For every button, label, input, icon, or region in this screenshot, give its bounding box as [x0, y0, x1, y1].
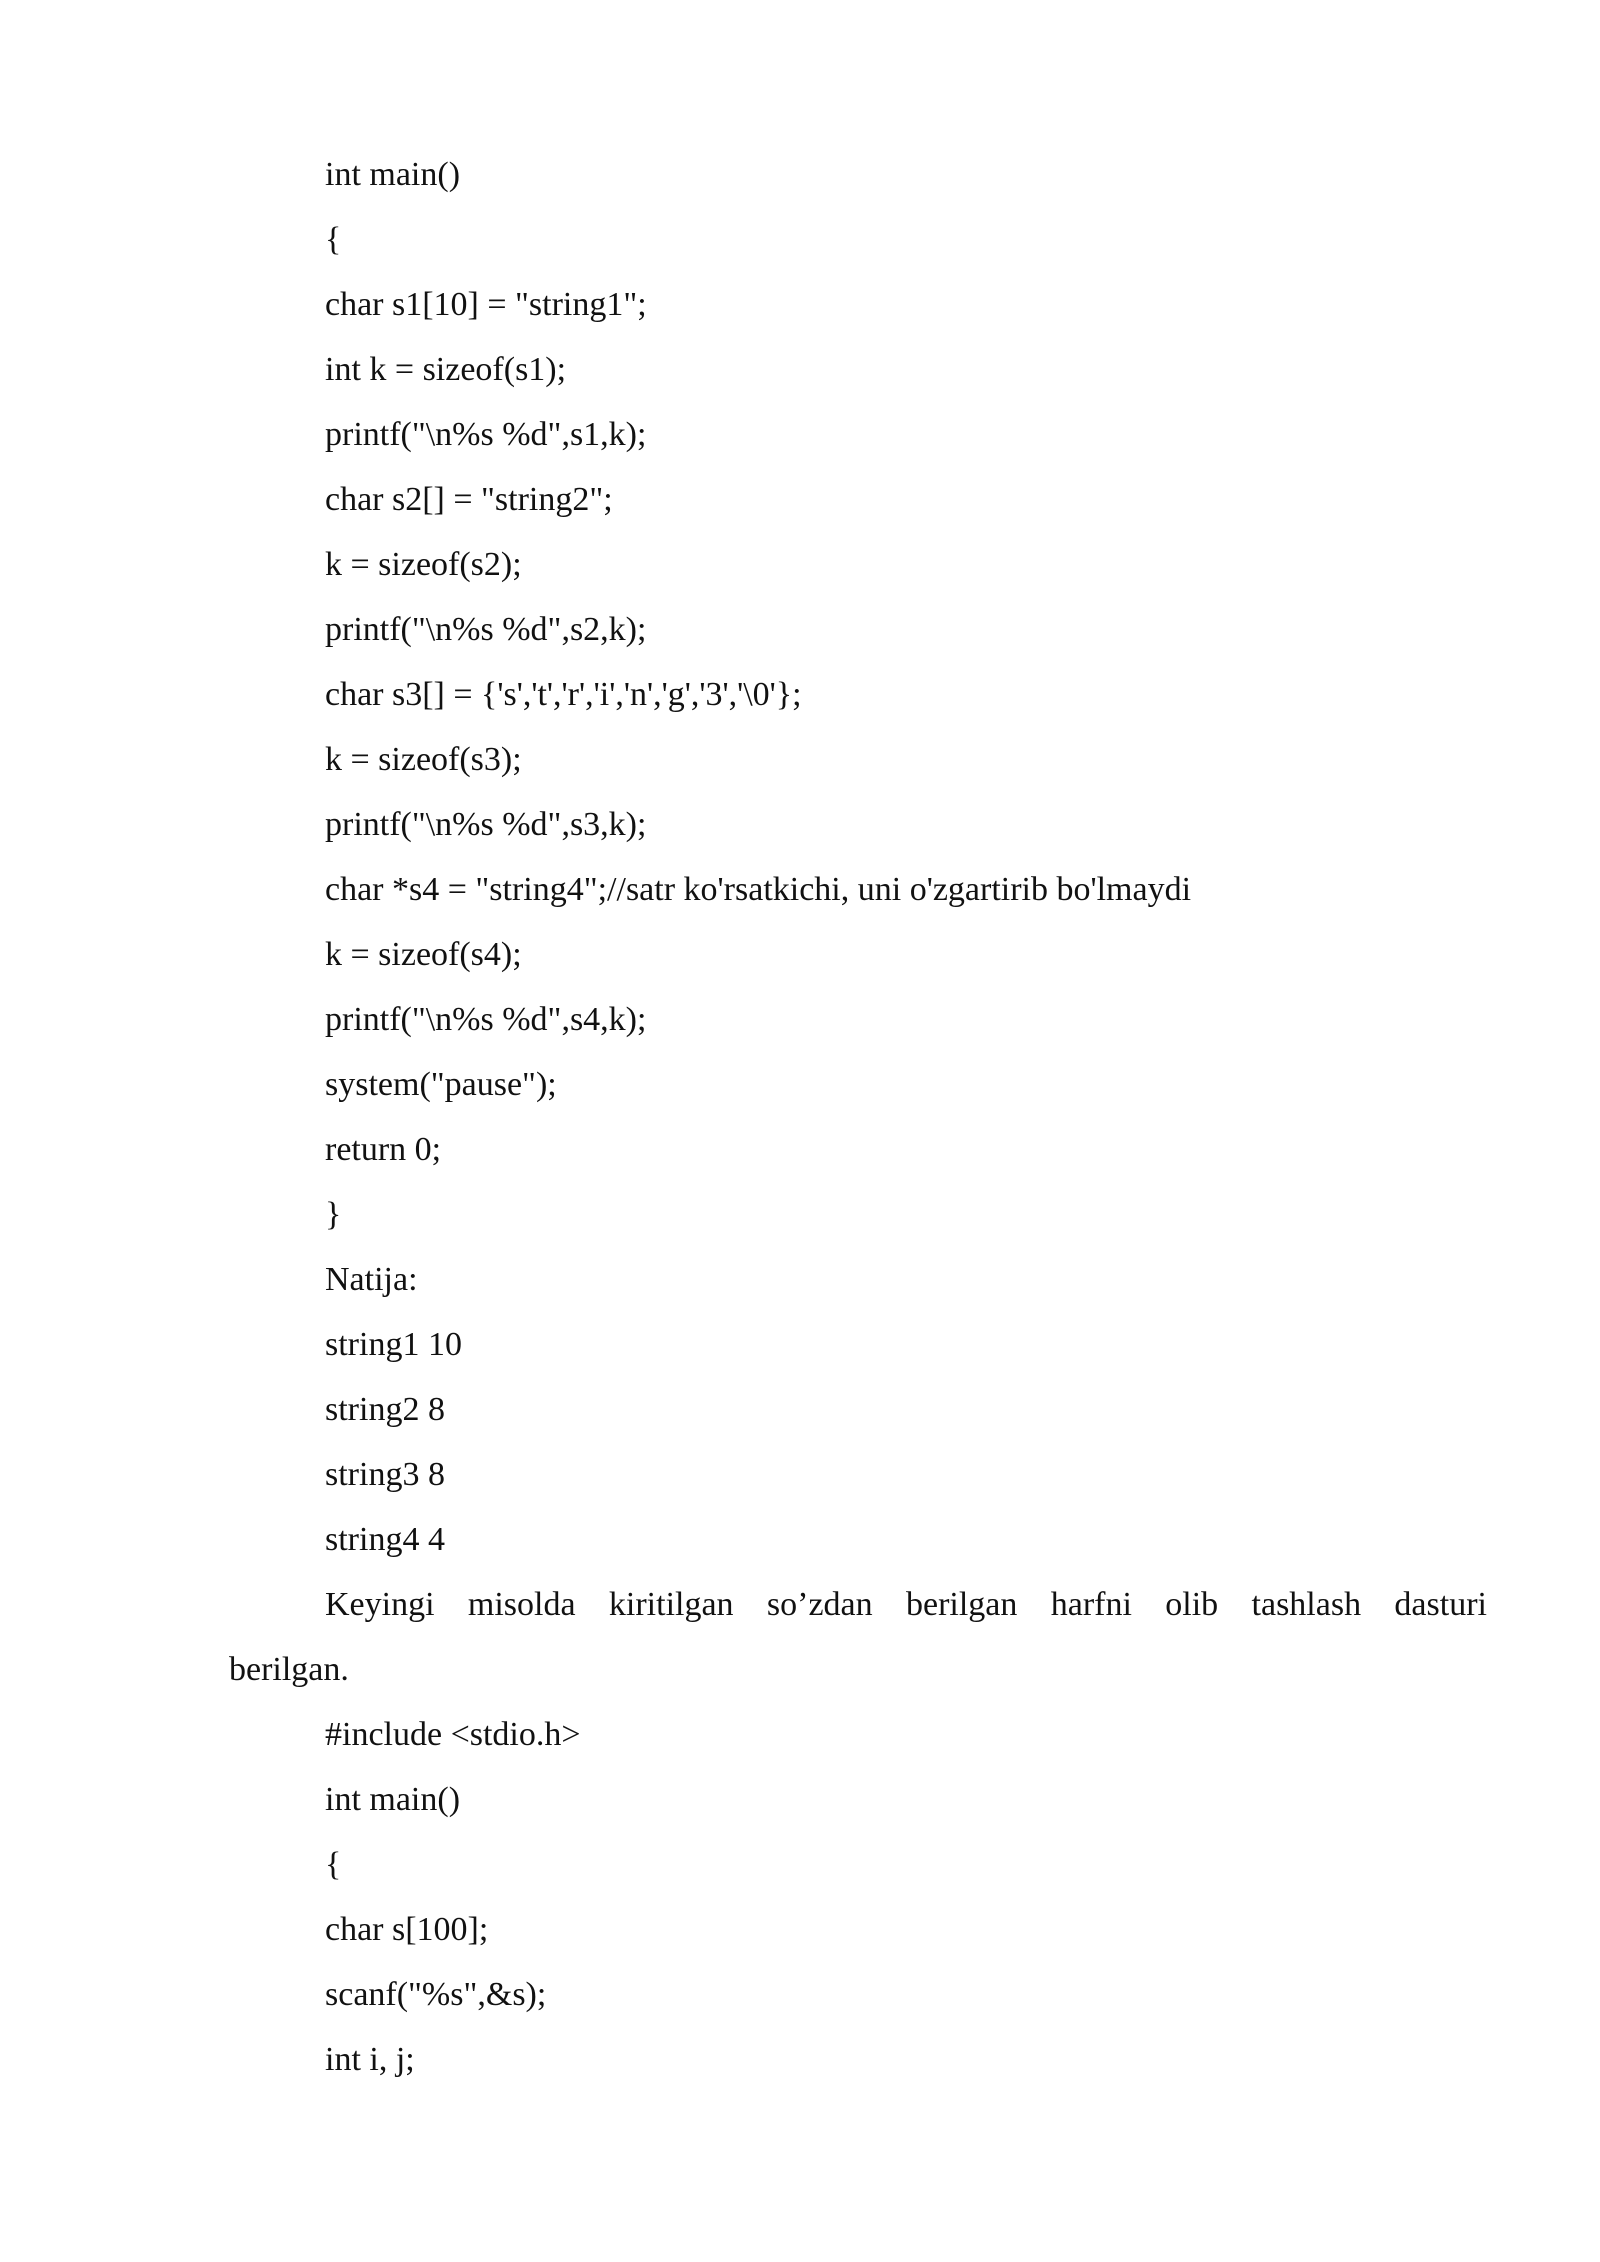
result-line: string1 10 [325, 1326, 462, 1363]
code-line: printf("\n%s %d",s1,k); [325, 416, 647, 453]
paragraph-word: kiritilgan [608, 1586, 734, 1623]
code-line: k = sizeof(s4); [325, 936, 522, 973]
code-line: printf("\n%s %d",s4,k); [325, 1001, 647, 1038]
code-line: system("pause"); [325, 1066, 557, 1103]
paragraph-word: misolda [467, 1586, 576, 1623]
code-line: scanf("%s",&s); [325, 1976, 547, 2013]
paragraph-first-line [325, 1582, 1487, 1628]
paragraph-word: berilgan [906, 1586, 1018, 1623]
code-line: { [325, 221, 342, 258]
code-line: printf("\n%s %d",s2,k); [325, 611, 647, 648]
result-line: string3 8 [325, 1456, 445, 1493]
paragraph-word: dasturi [1394, 1586, 1487, 1623]
paragraph-word: Keyingi [325, 1586, 435, 1623]
code-line: char *s4 = "string4";//satr ko'rsatkichi, uni o'zgartirib bo'lmaydi [325, 871, 1192, 908]
code-line: int main() [325, 1781, 461, 1818]
paragraph-word: tashlash [1251, 1586, 1362, 1623]
paragraph-word: harfni [1050, 1586, 1132, 1623]
paragraph-word: olib [1165, 1586, 1219, 1623]
result-line: string2 8 [325, 1391, 445, 1428]
result-label: Natija: [325, 1261, 418, 1298]
code-line: char s[100]; [325, 1911, 489, 1948]
code-line: #include <stdio.h> [325, 1716, 581, 1753]
code-line: printf("\n%s %d",s3,k); [325, 806, 647, 843]
code-line: k = sizeof(s2); [325, 546, 522, 583]
paragraph-word: so’zdan [766, 1586, 873, 1623]
code-line: } [325, 1196, 342, 1233]
code-line: return 0; [325, 1131, 442, 1168]
code-line: char s1[10] = "string1"; [325, 286, 647, 323]
code-line: int k = sizeof(s1); [325, 351, 567, 388]
code-line: k = sizeof(s3); [325, 741, 522, 778]
result-line: string4 4 [325, 1521, 445, 1558]
code-line: char s2[] = "string2"; [325, 481, 613, 518]
code-line: { [325, 1846, 342, 1883]
paragraph-continuation: berilgan. [229, 1651, 349, 1688]
code-line: char s3[] = {'s','t','r','i','n','g','3','\0'}; [325, 676, 802, 713]
code-line: int i, j; [325, 2041, 415, 2078]
code-line: int main() [325, 156, 461, 193]
